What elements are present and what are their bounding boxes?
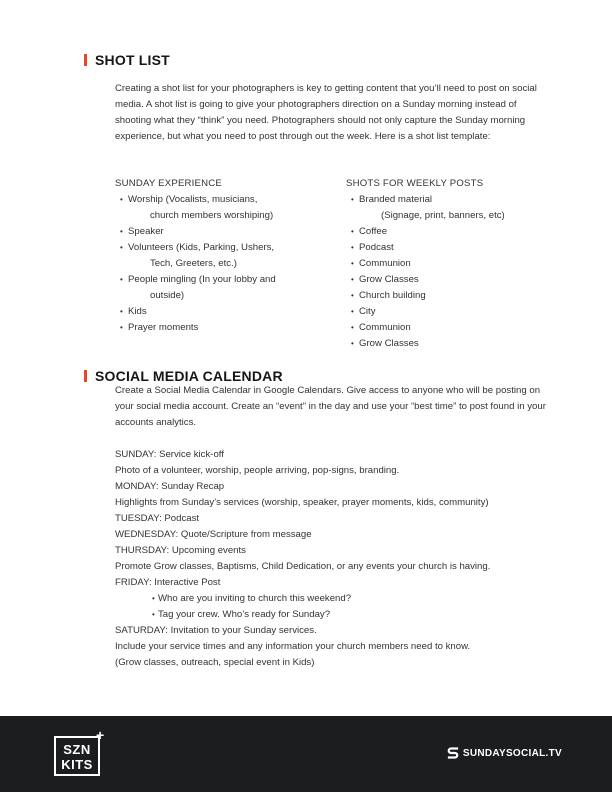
list-item: • Volunteers (Kids, Parking, Ushers, Tech, Greeters, etc.) [115,240,330,272]
list-item: • People mingling (In your lobby and outside) [115,272,330,304]
list-item: • Communion [346,320,566,336]
list-item: • Kids [115,304,330,320]
schedule-line: (Grow classes, outreach, special event in Kids) [115,657,315,668]
sunday-experience-column [115,176,330,336]
logo-line: KITS [61,757,93,772]
list-item: • Worship (Vocalists, musicians, church members worshiping) [115,192,330,224]
schedule-line: FRIDAY: Interactive Post [115,577,221,588]
list-item: • Communion [346,256,566,272]
schedule-line: Include your service times and any information your church members need to know. [115,641,471,652]
szn-kits-logo [54,736,100,776]
schedule-line: SATURDAY: Invitation to your Sunday services. [115,625,317,636]
weekly-posts-title: SHOTS FOR WEEKLY POSTS [346,178,484,189]
brand-text: SUNDAYSOCIAL.TV [462,747,562,759]
list-item: • Branded material (Signage, print, banners, etc) [346,192,566,224]
social-calendar-intro: Create a Social Media Calendar in Google Calendars. Give access to anyone who will be posting on your social media account. Create an “event” in the day and use your “best time” to post found in your accounts analytics. [115,385,546,428]
list-item: • Coffee [346,224,566,240]
sunday-experience-list [115,192,330,336]
list-item: • Church building [346,288,566,304]
schedule-line: THURSDAY: Upcoming events [115,545,246,556]
s-logo-icon [447,746,459,760]
sundaysocial-brand [447,746,562,760]
list-item: • Podcast [346,240,566,256]
list-item: • Prayer moments [115,320,330,336]
schedule-line: MONDAY: Sunday Recap [115,481,225,492]
schedule-bullet: • Tag your crew. Who’s ready for Sunday? [115,607,585,623]
schedule-line: SUNDAY: Service kick-off [115,449,224,460]
footer-bar [0,716,612,792]
list-item: • Speaker [115,224,330,240]
schedule-line: TUESDAY: Podcast [115,513,200,524]
weekly-schedule [115,447,585,671]
list-item: • Grow Classes [346,336,566,352]
logo-line: SZN [63,742,91,757]
sunday-experience-title: SUNDAY EXPERIENCE [115,178,223,189]
list-item: • Grow Classes [346,272,566,288]
schedule-line: Photo of a volunteer, worship, people arriving, pop-signs, branding. [115,465,400,476]
weekly-posts-column [346,176,566,352]
shot-list-heading [84,52,170,68]
shot-list-intro: Creating a shot list for your photographers is key to getting content that you’ll need to post on social media. A shot list is going to give your photographers direction on a Sunday morning instead of shooting what they “think” you need. Photographers should not only capture the Sunday morning experience, but what you need to post through out the week. Here is a shot list template: [115,83,537,142]
schedule-bullet: • Who are you inviting to church this weekend? [115,591,585,607]
plus-icon: + [96,727,105,743]
shot-list-title: SHOT LIST [95,52,170,68]
schedule-line: WEDNESDAY: Quote/Scripture from message [115,529,312,540]
social-calendar-title: SOCIAL MEDIA CALENDAR [95,368,283,384]
social-calendar-heading [84,368,283,384]
schedule-line: Promote Grow classes, Baptisms, Child Dedication, or any events your church is having. [115,561,491,572]
schedule-line: Highlights from Sunday’s services (worship, speaker, prayer moments, kids, community) [115,497,489,508]
weekly-posts-list [346,192,566,352]
heading-accent-bar [84,54,87,66]
heading-accent-bar [84,370,87,382]
list-item: • City [346,304,566,320]
